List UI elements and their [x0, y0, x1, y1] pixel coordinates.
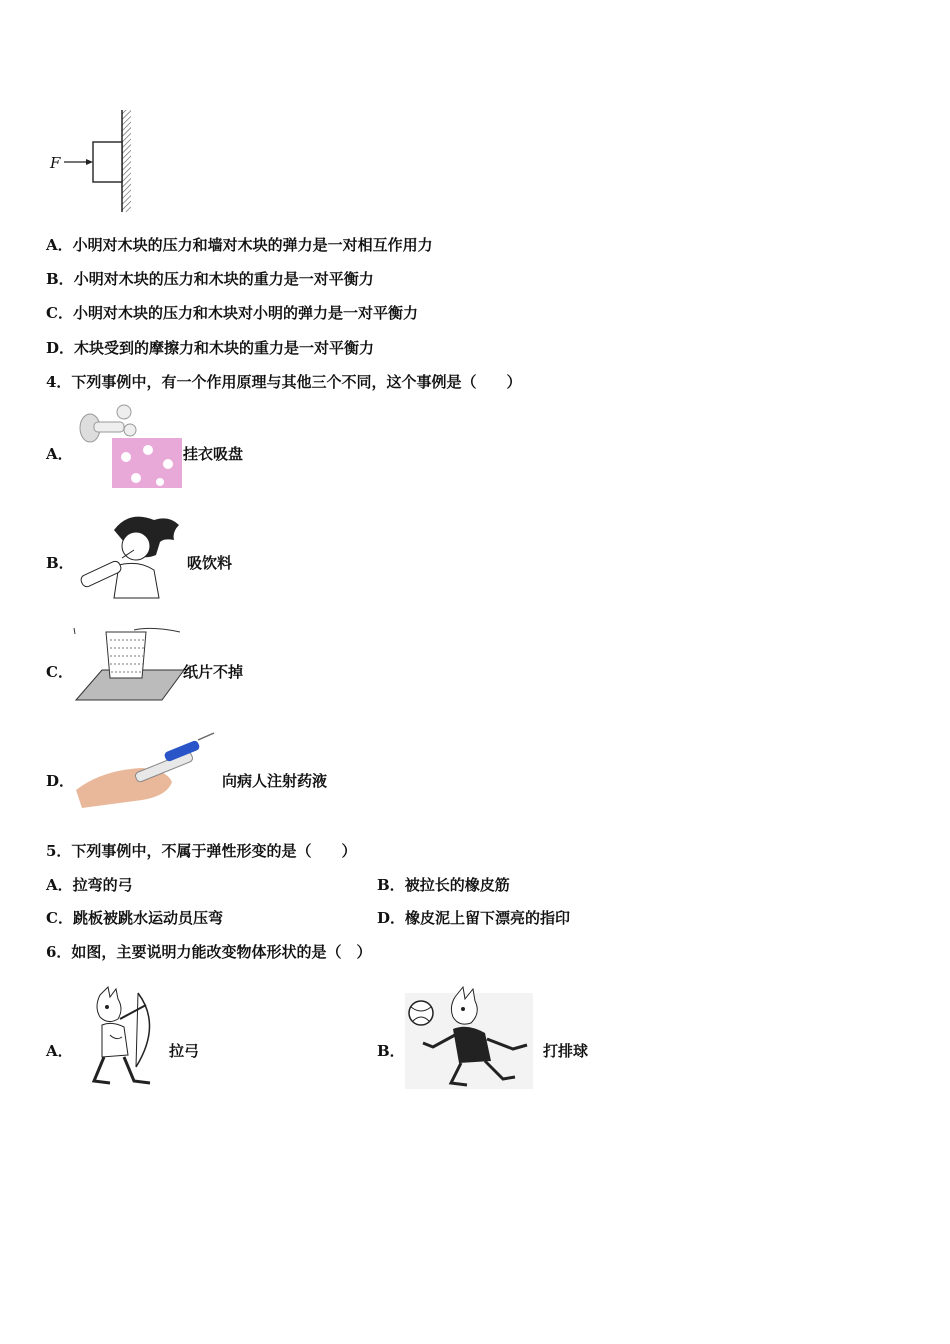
syringe-image — [72, 730, 217, 810]
q6-stem: 6．如图，主要说明力能改变物体形状的是（ ） — [46, 943, 372, 961]
q4-stem: 4．下列事例中，有一个作用原理与其他三个不同，这个事例是（ ） — [46, 373, 522, 391]
q4-option-b-letter[interactable]: B． — [46, 554, 74, 572]
q4-option-d-label: 向病人注射药液 — [222, 772, 328, 790]
q6-option-b-label: 打排球 — [543, 1042, 589, 1060]
option-letter: A． — [46, 236, 73, 254]
q4-option-a-label: 挂衣吸盘 — [183, 445, 244, 463]
q3-option-c[interactable] — [46, 303, 418, 323]
q6-option-b-letter[interactable]: B． — [377, 1042, 405, 1060]
q6-option-a-label: 拉弓 — [169, 1042, 200, 1060]
option-text: 橡皮泥上留下漂亮的指印 — [405, 909, 571, 927]
q5-stem: 5．下列事例中，不属于弹性形变的是（ ） — [46, 842, 357, 860]
force-label: F — [50, 154, 61, 172]
option-letter: C． — [46, 304, 73, 322]
option-letter: B． — [46, 270, 74, 288]
option-text: 木块受到的摩擦力和木块的重力是一对平衡力 — [74, 339, 375, 357]
q3-option-b[interactable] — [46, 269, 374, 289]
q4-option-c-letter[interactable]: C． — [46, 663, 73, 681]
cup-paper-image — [72, 622, 184, 704]
volleyball-image — [405, 983, 535, 1091]
archer-image — [80, 985, 170, 1090]
option-letter: A． — [46, 876, 73, 894]
q4-option-c-label: 纸片不掉 — [183, 663, 244, 681]
q3-option-d[interactable] — [46, 338, 374, 358]
option-text: 小明对木块的压力和墙对木块的弹力是一对相互作用力 — [72, 236, 433, 254]
option-text: 小明对木块的压力和木块的重力是一对平衡力 — [73, 270, 374, 288]
q4-option-b-label: 吸饮料 — [187, 554, 233, 572]
option-letter: D． — [46, 339, 75, 357]
q4-option-d-letter[interactable]: D． — [46, 772, 75, 790]
q5-option-a[interactable] — [46, 875, 133, 895]
q6-option-a-letter[interactable]: A． — [46, 1042, 73, 1060]
q5-option-d[interactable] — [377, 908, 570, 928]
q5-option-c[interactable] — [46, 908, 223, 928]
option-text: 拉弯的弓 — [72, 876, 133, 894]
q4-option-a-letter[interactable]: A． — [46, 445, 73, 463]
option-text: 小明对木块的压力和木块对小明的弹力是一对平衡力 — [72, 304, 418, 322]
q5-option-b[interactable] — [377, 875, 510, 895]
suction-hook-image — [76, 402, 186, 490]
option-text: 被拉长的橡皮筋 — [404, 876, 510, 894]
option-text: 跳板被跳水运动员压弯 — [72, 909, 223, 927]
girl-drinking-image — [74, 510, 189, 600]
option-letter: B． — [377, 876, 405, 894]
option-letter: C． — [46, 909, 73, 927]
option-letter: D． — [377, 909, 406, 927]
q3-option-a[interactable] — [46, 235, 433, 255]
